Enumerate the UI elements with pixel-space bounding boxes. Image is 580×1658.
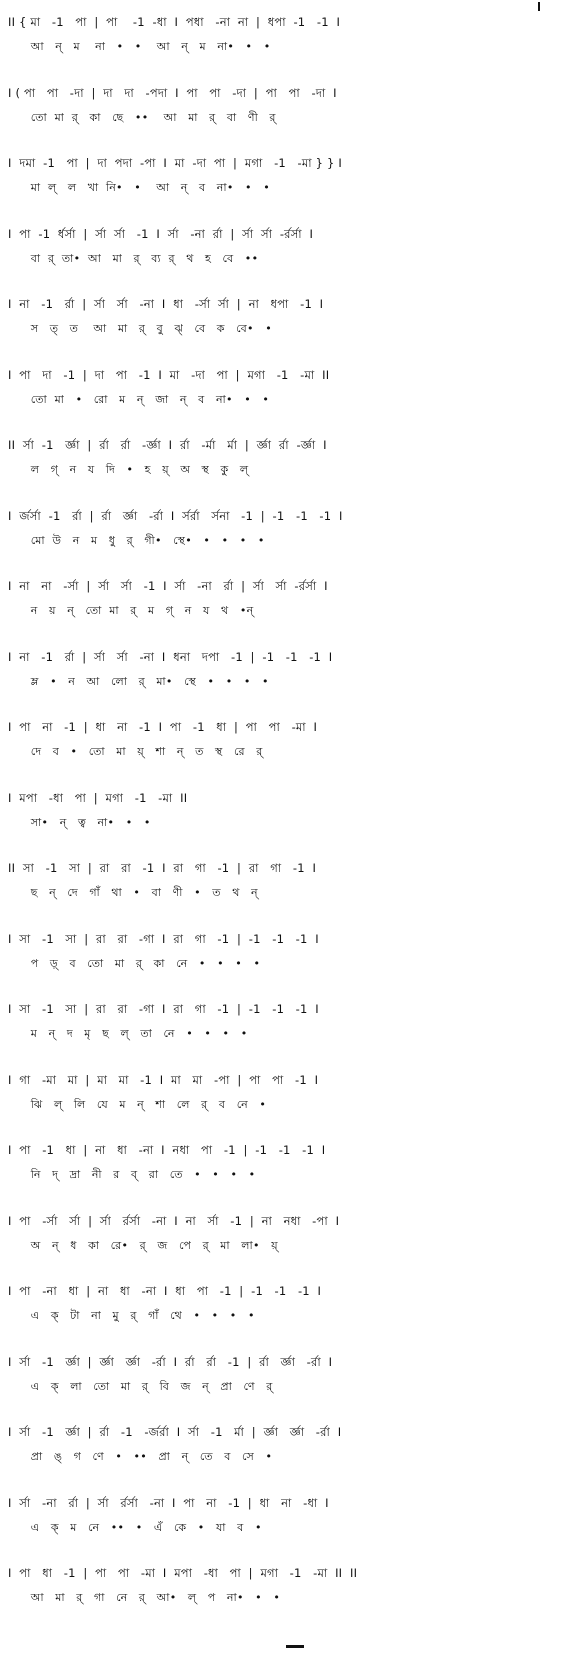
notation-row: [8, 1495, 576, 1543]
swara-line: I পা না -1 | ধা না -1 I পা -1 ধা | পা পা -মা I: [8, 720, 318, 734]
swara-line: II র্সা -1 র্জ্ঞা | র্রা র্রা -র্জ্ঞা I র্রা -র্মা র্মা | র্জ্ঞা র্রা -র্জ্ঞা I: [8, 438, 327, 452]
lyric-line: এ ক্ ম নে •• • এঁ কে • যা ব •: [8, 1520, 262, 1534]
swara-line: I পা -না ধা | না ধা -না I ধা পা -1 | -1 -1 -1 I: [8, 1284, 322, 1298]
notation-row: [8, 85, 576, 133]
notation-row: [8, 1001, 576, 1049]
notation-row: [8, 367, 576, 415]
swara-line: I না -1 র্রা | র্সা র্সা -না I ধনা দপা -1 | -1 -1 -1 I: [8, 649, 333, 664]
notation-row: [8, 1072, 576, 1120]
notation-row: [8, 790, 576, 838]
notation-row: [8, 1283, 576, 1331]
swara-line: I পা ধা -1 | পা পা -মা I মপা -ধা পা | মগা -1 -মা II II: [8, 1566, 358, 1580]
swara-line: I র্সা -না র্রা | র্সা র্রর্সা -না I পা না -1 | ধা না -ধা I: [8, 1495, 329, 1510]
notation-row: [8, 155, 576, 203]
swara-line: I পা দা -1 | দা পা -1 I মা -দা পা | মগা -1 -মা II: [8, 367, 330, 382]
swara-line: I পা -1 ধা | না ধা -না I নধা পা -1 | -1 -1 -1 I: [8, 1143, 326, 1157]
notation-row: [8, 296, 576, 344]
notation-row: [8, 226, 576, 274]
notation-row: [8, 14, 576, 62]
swara-line: I সা -1 সা | রা রা -গা I রা গা -1 | -1 -1 -1 I: [8, 1002, 319, 1016]
lyric-line: ঝি ল্ লি যে ম ন্ শা লে র্ ব নে •: [8, 1097, 267, 1111]
lyric-line: দে ব • তো মা য়্ শা ন্ ত স্থ রে র্: [8, 745, 263, 758]
swara-line: I র্জর্সা -1 র্রা | র্রা র্জ্ঞা -র্রা I র্সর্রা র্সনা -1 | -1 -1 -1 I: [8, 508, 343, 523]
notation-row: [8, 508, 576, 556]
lyric-line: প ড়্ ব তো মা র্ কা নে • • • •: [8, 956, 261, 970]
lyric-line: মা ল্ ল খা নি• • আ ন্ ব না• • •: [8, 181, 271, 194]
swara-line: I না না -র্সা | র্সা র্সা -1 I র্সা -না র্রা | র্সা র্সা -র্রর্সা I: [8, 579, 328, 593]
swara-line: I র্সা -1 র্জ্ঞা | র্জ্ঞা র্জ্ঞা -র্রা I র্রা র্রা -1 | র্রা র্জ্ঞা -র্রা I: [8, 1354, 333, 1369]
lyric-line: ছ ন্ দে গাঁ থা • বা ণী • ত থ ন্: [8, 886, 258, 899]
notation-row: [8, 1565, 576, 1613]
swara-line: I মপা -ধা পা | মগা -1 -মা II: [8, 790, 188, 805]
lyric-line: ন য় ন্ তো মা র্ ম গ্ ন য থ •ন্: [8, 604, 254, 617]
swara-line: II { মা -1 পা | পা -1 -ধা I পধা -না না | ধপা -1 -1 I: [8, 15, 341, 29]
lyric-line: নি দ্ দ্রা নী র ব্ রা তে • • • •: [8, 1168, 256, 1181]
lyric-line: আ ন্ ম না • • আ ন্ ম না• • •: [8, 40, 271, 53]
swara-line: I পা -1 র্ধর্সা | র্সা র্সা -1 I র্সা -না র্রা | র্সা র্সা -র্রর্সা I: [8, 226, 314, 241]
swara-line: I গা -মা মা | মা মা -1 I মা মা -পা | পা পা -1 I: [8, 1072, 319, 1087]
lyric-line: তো মা • রো ম ন্ জা ন্ ব না• • •: [8, 392, 270, 406]
lyric-line: অ ন্ ধ কা রে• র্ জ পে র্ মা লা• য়্: [8, 1238, 278, 1252]
swara-line: I পা -র্সা র্সা | র্সা র্রর্সা -না I না র্সা -1 | না নধা -পা I: [8, 1213, 340, 1228]
lyric-line: ল গ্ ন য দি • হ য়্ অ স্থ কু ল্: [8, 463, 249, 476]
swara-line: I ( পা পা -দা | দা দা -পদা I পা পা -দা | পা পা -দা I: [8, 85, 337, 100]
notation-row: [8, 437, 576, 485]
swara-line: I দমা -1 পা | দা পদা -পা I মা -দা পা | মগা -1 -মা } } I: [8, 156, 342, 170]
lyric-line: প্রা ঙ্ গ ণে • •• প্রা ন্ তে ব সে •: [8, 1450, 273, 1463]
lyric-line: ম্ল • ন আ লো র্ মা• স্থে • • • •: [8, 674, 269, 688]
notation-row: [8, 860, 576, 908]
swara-line: I না -1 র্রা | র্সা র্সা -না I ধা -র্সা র্সা | না ধপা -1 I: [8, 297, 324, 311]
lyric-line: বা র্ তা• আ মা র্ ব্য র্ থ হ বে ••: [8, 251, 259, 265]
lyric-line: সা• ন্ ত্ব না• • •: [8, 815, 151, 829]
lyric-line: স ত্ ত আ মা র্ বু ঝ্ বে ক বে• •: [8, 322, 273, 335]
page-corner-mark: [538, 2, 540, 11]
notation-row: [8, 931, 576, 979]
lyric-line: এ ক্ টা না মু র্ গাঁ থে • • • •: [8, 1309, 255, 1322]
notation-row: [8, 1424, 576, 1472]
notation-row: [8, 649, 576, 697]
page-end-mark: [286, 1645, 304, 1648]
swara-line: II সা -1 সা | রা রা -1 I রা গা -1 | রা গা -1 I: [8, 861, 317, 875]
lyric-line: তো মা র্ কা ছে •• আ মা র্ বা ণী র্: [8, 110, 276, 124]
notation-row: [8, 719, 576, 767]
swara-line: I সা -1 সা | রা রা -গা I রা গা -1 | -1 -1 -1 I: [8, 931, 319, 946]
notation-row: [8, 1213, 576, 1261]
notation-row: [8, 1142, 576, 1190]
lyric-line: আ মা র্ গা নে র্ আ• ল্ প না• • •: [8, 1591, 281, 1604]
notation-row: [8, 1354, 576, 1402]
lyric-line: ম ন্ দ মৃ ছ ল্ তা নে • • • •: [8, 1027, 248, 1040]
swara-line: I র্সা -1 র্জ্ঞা | র্রা -1 -র্জর্রা I র্সা -1 র্মা | র্জ্ঞা র্জ্ঞা -র্রা I: [8, 1425, 342, 1439]
notation-row: [8, 578, 576, 626]
lyric-line: মো উ ন ম ধু র্ গী• স্থে• • • • •: [8, 533, 265, 547]
lyric-line: এ ক্ লা তো মা র্ বি জ ন্ প্রা ণে র্: [8, 1379, 273, 1393]
